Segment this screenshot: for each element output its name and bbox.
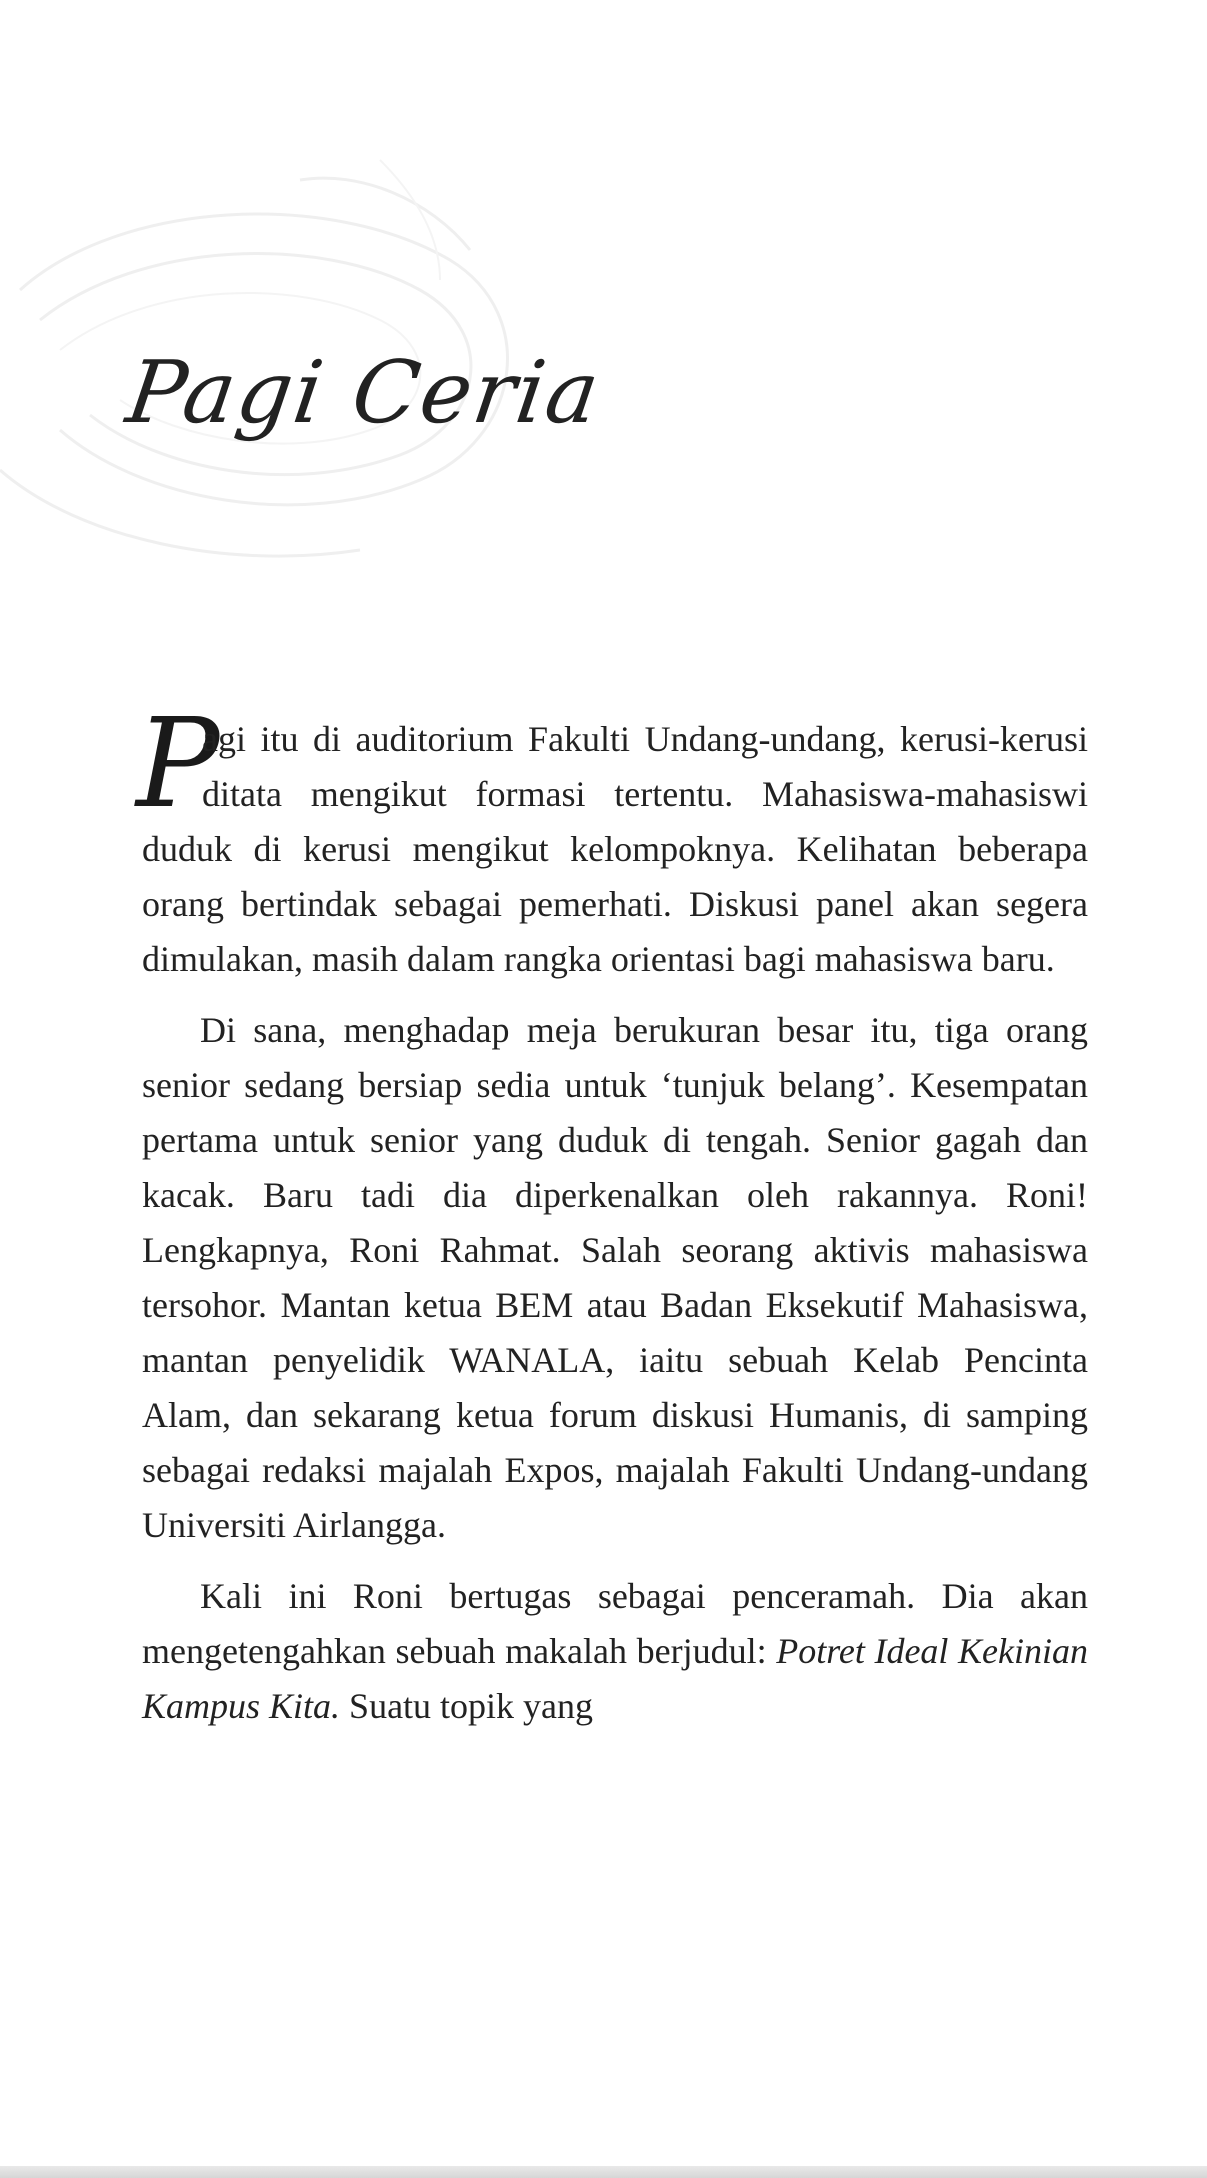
chapter-title: Pagi Ceria	[120, 343, 607, 443]
paragraph-2-text: Di sana, menghadap meja berukuran besar itu, tiga orang senior sedang bersiap sedia untuk ‘tunjuk belang’. Kesempatan pertama untuk senior yang duduk di tengah. Senior gagah dan kacak. Baru tadi dia diperkenalkan oleh rakannya. Roni! Lengkapnya, Roni Rahmat. Salah seorang aktivis mahasiswa tersohor. Mantan ketua BEM atau Badan Eksekutif Mahasiswa, mantan penyelidik WANALA, iaitu sebuah Kelab Pencinta Alam, dan sekarang ketua forum diskusi Humanis, di samping sebagai redaksi majalah Expos, majalah Fakulti Undang-undang Universiti Airlangga.	[142, 1010, 1088, 1545]
drop-cap-letter: P	[136, 692, 220, 836]
paragraph-2	[142, 1003, 1088, 1553]
paper-title-italic: Potret Ideal Kekinian Kampus Kita.	[142, 1631, 1088, 1726]
chapter-body	[136, 692, 1088, 1734]
paragraph-3-text-after: Suatu topik yang	[340, 1686, 594, 1726]
paragraph-3-text-before: Kali ini Roni bertugas sebagai penceramah. Dia akan mengetengahkan sebuah makalah berjudul:	[142, 1576, 1088, 1671]
paragraph-3	[142, 1569, 1088, 1734]
paragraph-1-text: agi itu di auditorium Fakulti Undang-undang, kerusi-kerusi ditata mengikut formasi tertentu. Mahasiswa-mahasiswi duduk di kerusi mengikut kelompoknya. Kelihatan beberapa orang bertindak sebagai pemerhati. Diskusi panel akan segera dimulakan, masih dalam rangka orientasi bagi mahasiswa baru.	[142, 719, 1088, 979]
page-bottom-edge	[0, 2166, 1207, 2178]
paragraph-1	[136, 692, 1088, 987]
